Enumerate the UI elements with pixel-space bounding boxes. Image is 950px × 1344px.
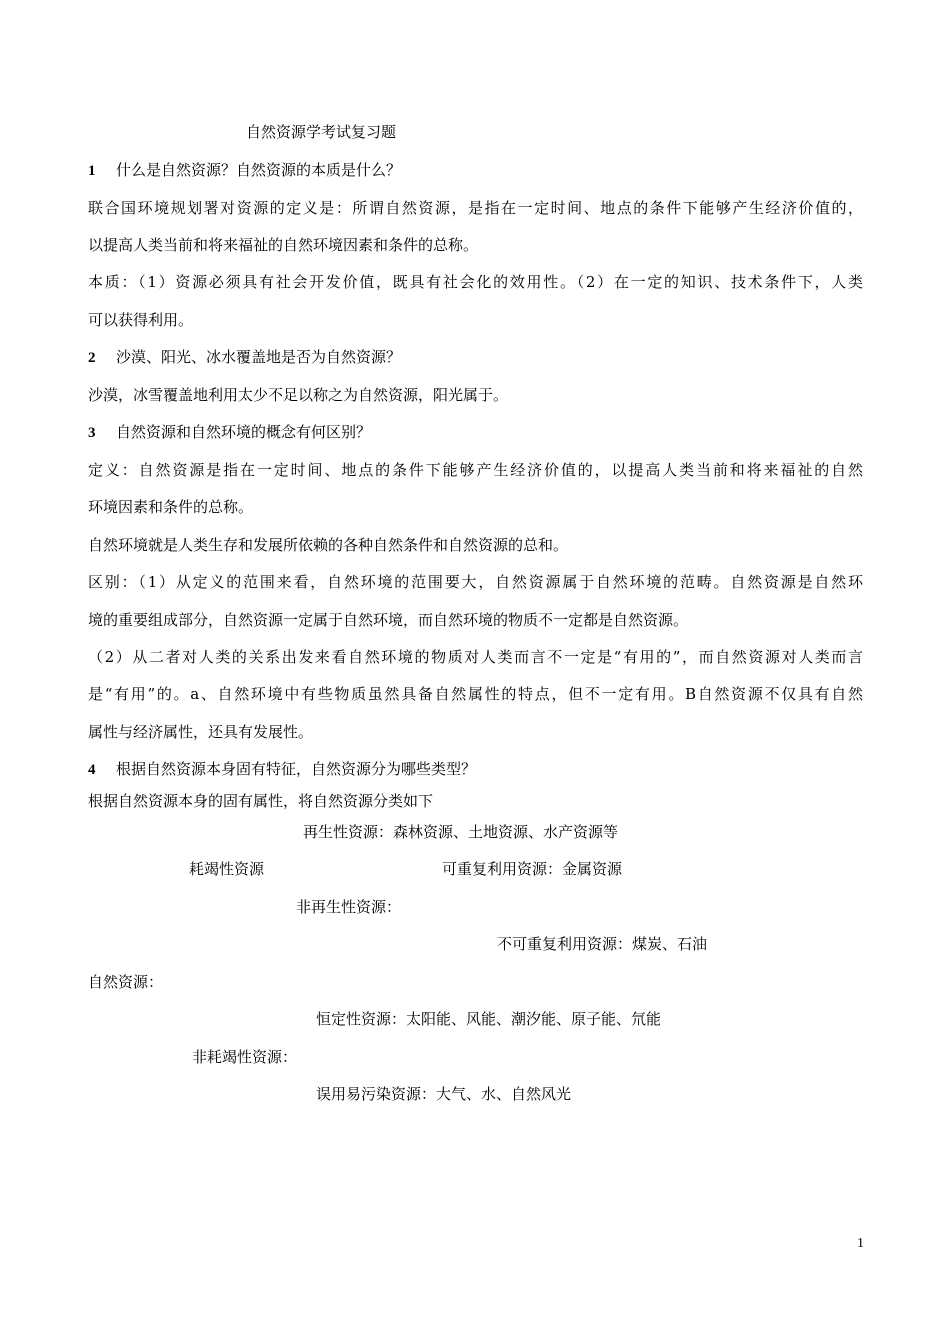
question-3-text: 自然资源和自然环境的概念有何区别？ [116, 423, 372, 441]
question-2 [88, 347, 401, 368]
answer-3-line-2: 环境因素和条件的总称。 [88, 498, 254, 516]
document-title: 自然资源学考试复习题 [246, 123, 397, 141]
classification-natural-resources: 自然资源： [88, 973, 164, 991]
answer-3-line-3: 自然环境就是人类生存和发展所依赖的各种自然条件和自然资源的总和。 [88, 536, 569, 554]
classification-constant: 恒定性资源：太阳能、风能、潮汐能、原子能、氘能 [316, 1010, 662, 1028]
question-3-number: 3 [88, 425, 96, 441]
question-1 [88, 160, 401, 181]
page-number: 1 [857, 1236, 864, 1251]
question-1-number: 1 [88, 163, 96, 179]
answer-1-line-3: 本质：（1）资源必须具有社会开发价值，既具有社会化的效用性。（2）在一定的知识、技术条件下，人类 [88, 273, 863, 291]
question-3 [88, 422, 371, 443]
answer-3-line-6: （2）从二者对人类的关系出发来看自然环境的物质对人类而言不一定是“有用的”，而自然资源对人类而言 [88, 648, 863, 666]
question-4-text: 根据自然资源本身固有特征，自然资源分为哪些类型？ [116, 760, 477, 778]
answer-1-line-2: 以提高人类当前和将来福祉的自然环境因素和条件的总称。 [88, 236, 479, 254]
answer-3-line-5: 境的重要组成部分，自然资源一定属于自然环境，而自然环境的物质不一定都是自然资源。 [88, 611, 689, 629]
classification-renewable: 再生性资源：森林资源、土地资源、水产资源等 [303, 823, 619, 841]
classification-nonrenewable: 非再生性资源： [296, 898, 402, 916]
classification-nonreusable: 不可重复利用资源：煤炭、石油 [497, 935, 708, 953]
answer-1-line-4: 可以获得利用。 [88, 311, 194, 329]
question-4-number: 4 [88, 762, 96, 778]
answer-3-line-8: 属性与经济属性，还具有发展性。 [88, 723, 314, 741]
answer-1-line-1: 联合国环境规划署对资源的定义是：所谓自然资源，是指在一定时间、地点的条件下能够产生经济价值的， [88, 199, 863, 217]
question-4 [88, 759, 476, 780]
classification-reusable: 可重复利用资源：金属资源 [442, 860, 623, 878]
answer-2-line-1: 沙漠，冰雪覆盖地利用太少不足以称之为自然资源，阳光属于。 [88, 386, 509, 404]
question-1-text: 什么是自然资源？自然资源的本质是什么？ [116, 161, 402, 179]
question-2-number: 2 [88, 350, 96, 366]
question-2-text: 沙漠、阳光、冰水覆盖地是否为自然资源？ [116, 348, 402, 366]
answer-3-line-7: 是“有用”的。a、自然环境中有些物质虽然具备自然属性的特点，但不一定有用。B自然资源不仅具有自然 [88, 685, 863, 703]
answer-3-line-1: 定义：自然资源是指在一定时间、地点的条件下能够产生经济价值的，以提高人类当前和将来福祉的自然 [88, 461, 863, 479]
classification-exhaustible: 耗竭性资源 [189, 860, 265, 878]
classification-inexhaustible: 非耗竭性资源： [192, 1048, 298, 1066]
classification-pollutable: 误用易污染资源：大气、水、自然风光 [316, 1085, 572, 1103]
answer-3-line-4: 区别：（1）从定义的范围来看，自然环境的范围要大，自然资源属于自然环境的范畴。自然资源是自然环 [88, 573, 863, 591]
answer-4-intro: 根据自然资源本身的固有属性，将自然资源分类如下 [88, 792, 434, 810]
